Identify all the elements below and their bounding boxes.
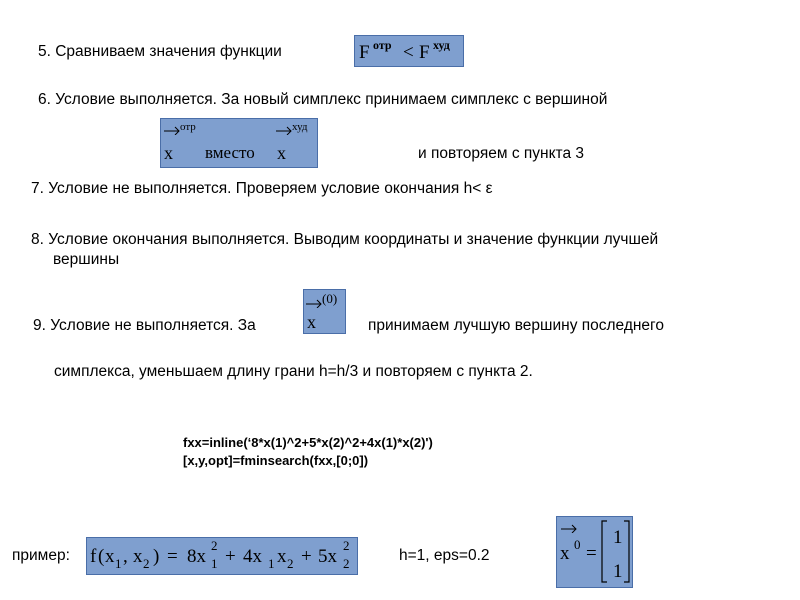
formula-vertex-replace — [160, 118, 318, 168]
formula-example-function — [86, 537, 358, 575]
step5-text: 5. Сравниваем значения функции — [38, 43, 282, 60]
formula-term: 8x — [187, 546, 206, 567]
step9-line2: симплекса, уменьшаем длину грани h=h/3 и повторяем с пункта 2. — [54, 363, 533, 380]
formula-symbol: f — [90, 546, 97, 567]
formula-word: вместо — [205, 143, 255, 162]
vector-arrow-icon — [560, 523, 578, 533]
formula-superscript: отр — [373, 38, 392, 52]
formula-operator: < — [403, 42, 414, 63]
vector-arrow-icon — [163, 125, 181, 135]
step6b-text: и повторяем с пункта 3 — [418, 145, 585, 162]
step9-prefix: 9. Условие не выполняется. За — [33, 317, 256, 334]
formula-initial-vector — [556, 516, 633, 588]
formula-symbol: x — [307, 312, 316, 332]
example-label: пример: — [12, 547, 70, 564]
step7-text: 7. Условие не выполняется. Проверяем условие окончания h< ε — [31, 180, 493, 197]
formula-symbol: x — [164, 143, 173, 163]
formula-symbol: x — [277, 143, 286, 163]
vector-component: 1 — [613, 527, 623, 548]
step9-suffix: принимаем лучшую вершину последнего — [368, 317, 664, 334]
formula-paren: ( — [98, 546, 105, 567]
step8-line1: 8. Условие окончания выполняется. Выводим координаты и значение функции лучшей — [31, 231, 659, 248]
formula-symbol: F — [419, 42, 430, 63]
formula-superscript: худ — [433, 38, 450, 52]
formula-symbol: F — [359, 42, 370, 63]
formula-superscript: отр — [180, 121, 196, 133]
formula-plus: + — [225, 546, 236, 567]
formula-equals: = — [167, 546, 178, 567]
formula-paren: ) — [153, 546, 160, 567]
formula-term: 4x — [243, 546, 262, 567]
formula-superscript: худ — [292, 121, 308, 133]
formula-subscript: 1 — [211, 556, 218, 571]
formula-initial-vertex — [303, 289, 346, 334]
formula-subscript: 1 — [268, 556, 275, 571]
formula-superscript: (0) — [322, 291, 338, 306]
formula-subscript: 2 — [287, 556, 294, 571]
code-line-fminsearch: [x,y,opt]=fminsearch(fxx,[0;0]) — [183, 453, 369, 468]
formula-comma: , — [123, 546, 128, 567]
formula-symbol: x — [560, 543, 570, 564]
formula-symbol: x — [133, 546, 143, 567]
formula-superscript: 2 — [343, 538, 350, 553]
formula-superscript: 0 — [574, 537, 581, 552]
vector-component: 1 — [613, 561, 623, 582]
vector-arrow-icon — [275, 125, 293, 135]
example-params: h=1, eps=0.2 — [399, 547, 490, 564]
formula-subscript: 1 — [115, 556, 122, 571]
step6-text: 6. Условие выполняется. За новый симплекс принимаем симплекс с вершиной — [38, 91, 608, 108]
formula-superscript: 2 — [211, 538, 218, 553]
formula-subscript: 2 — [343, 556, 350, 571]
formula-subscript: 2 — [143, 556, 150, 571]
code-line-inline: fxx=inline(‘8*x(1)^2+5*x(2)^2+4x(1)*x(2)') — [183, 435, 433, 450]
formula-equals: = — [586, 543, 597, 564]
formula-plus: + — [301, 546, 312, 567]
formula-symbol: x — [277, 546, 287, 567]
step8-line2: вершины — [53, 251, 120, 268]
formula-f-comparison — [354, 35, 464, 67]
formula-term: 5x — [318, 546, 337, 567]
formula-symbol: x — [105, 546, 115, 567]
vector-arrow-icon — [305, 298, 323, 308]
